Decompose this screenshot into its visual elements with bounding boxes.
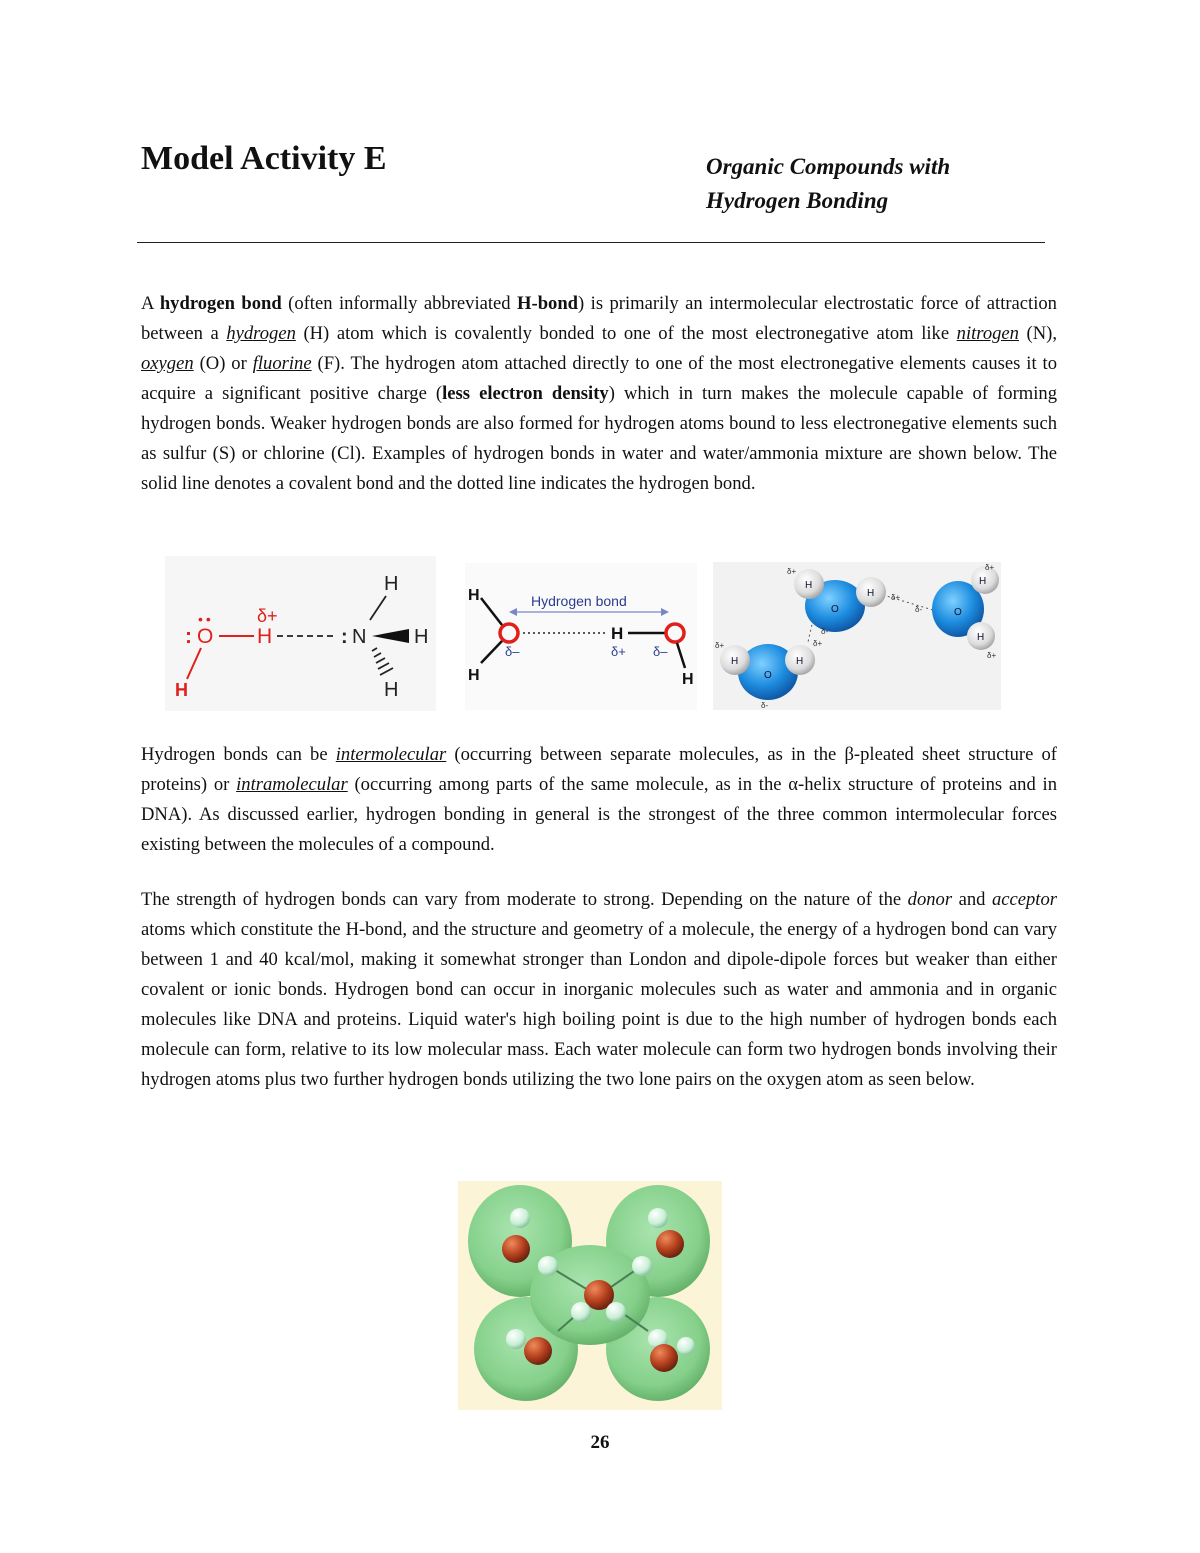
term-hydrogen-bond: hydrogen bond — [159, 293, 282, 314]
text: (F). The hydrogen atom attached directly to one of the most electronegative elements causes it to acquire a significant positive charge ( — [141, 353, 1058, 404]
delta-plus-5: δ+ — [985, 563, 995, 572]
text: (occurring between separate molecules, as in the β-pleated sheet structure of proteins) or — [141, 744, 1057, 795]
water-molecule-2 — [932, 566, 999, 650]
water1-delta-minus: δ– — [505, 644, 520, 659]
page-title: Model Activity E — [141, 140, 387, 177]
inter-intra-paragraph — [141, 740, 1057, 860]
text: atoms which constitute the H-bond, and the structure and geometry of a molecule, the energy of a hydrogen bond can vary between 1 and 40 kcal/mol, making it somewhat stronger than London and dipole-dipole forces but weaker than either covalent or ionic bonds. Hydrogen bond can occur in inorganic molecules such as water and ammonia and in organic molecules like DNA and proteins. Liquid water's high boiling point is due to the high number of hydrogen bonds each molecule can form, relative to its low molecular mass. Each water molecule can form two hydrogen bonds involving their hydrogen atoms plus two further hydrogen bonds utilizing the two lone pairs on the oxygen atom as seen below. — [141, 919, 1057, 1090]
link-nitrogen[interactable]: nitrogen — [956, 323, 1019, 344]
n-lone-pair: : — [341, 626, 348, 648]
water1-oxygen-icon — [500, 624, 518, 642]
delta-plus-1: δ+ — [787, 567, 797, 576]
svg-text:H: H — [867, 588, 875, 599]
text: (H) atom which is covalently bonded to one of the most electronegative atom like — [295, 323, 957, 344]
term-donor: donor — [907, 889, 953, 910]
ammonia-h-top: H — [384, 573, 399, 595]
svg-text:H: H — [977, 632, 985, 643]
svg-text:O: O — [764, 670, 772, 681]
o-lone-pair-top: •• — [198, 611, 214, 627]
term-acceptor: acceptor — [991, 889, 1057, 910]
delta-minus-2: δ- — [821, 627, 829, 636]
svg-text:H: H — [731, 656, 739, 667]
header-divider — [137, 242, 1045, 243]
water1-h-top: H — [468, 587, 480, 604]
link-intermolecular[interactable]: intermolecular — [335, 744, 447, 765]
delta-minus-3: δ- — [761, 701, 769, 710]
delta-plus-4: δ+ — [715, 641, 725, 650]
hydrogen-label-center: H — [257, 625, 273, 648]
hydrogen-bond-caption: Hydrogen bond — [531, 593, 627, 609]
text: (often informally abbreviated — [281, 293, 518, 314]
water1-h-bottom: H — [468, 667, 480, 684]
oxygen-label: O — [197, 625, 214, 648]
svg-text:O: O — [954, 607, 962, 618]
delta-minus-1: δ- — [915, 605, 923, 614]
water-molecule-1 — [794, 569, 886, 632]
water-network-3d-figure — [713, 562, 1001, 710]
water2-oxygen-icon — [666, 624, 684, 642]
ammonia-h-bottom: H — [384, 679, 399, 701]
water2-delta-plus: δ+ — [611, 644, 626, 659]
water-dimer-hbond-figure — [465, 563, 697, 710]
delta-plus-6: δ+ — [987, 651, 997, 660]
link-hydrogen[interactable]: hydrogen — [226, 323, 296, 344]
water2-h-bottom: H — [682, 671, 694, 688]
intro-paragraph — [141, 289, 1057, 499]
delta-plus-2: δ+ — [891, 593, 901, 602]
water-cluster-3d-figure — [458, 1181, 722, 1410]
nitrogen-label: N — [352, 626, 367, 648]
term-h-bond: H-bond — [517, 293, 579, 314]
text: ) which in turn makes the molecule capable of forming hydrogen bonds. Weaker hydrogen bonds are also formed for hydrogen atoms bound to less electronegative elements such as sulfur (S) or chlorine (Cl). Examples of hydrogen bonds in water and water/ammonia mixture are shown below. The solid line denotes a covalent bond and the dotted line indicates the hydrogen bond. — [141, 383, 1057, 494]
svg-text:O: O — [831, 604, 839, 615]
water2-h-donor: H — [611, 624, 624, 643]
subtitle-line-2: Hydrogen Bonding — [706, 188, 889, 213]
delta-plus-label: δ+ — [257, 606, 278, 626]
water2-delta-minus: δ– — [653, 644, 668, 659]
text: A — [141, 293, 160, 314]
text: (N), — [1018, 323, 1057, 344]
strength-paragraph — [141, 885, 1057, 1095]
text: The strength of hydrogen bonds can vary from moderate to strong. Depending on the nature of the — [141, 889, 908, 910]
text: ) is primarily an intermolecular electrostatic force of attraction between a — [141, 293, 1057, 344]
subtitle-line-1: Organic Compounds with — [706, 154, 951, 179]
page-number: 26 — [590, 1432, 610, 1453]
water-molecule-3 — [720, 644, 815, 700]
svg-text:H: H — [796, 656, 804, 667]
svg-text:H: H — [805, 580, 813, 591]
term-less-electron-density: less electron density — [442, 383, 609, 404]
link-fluorine[interactable]: fluorine — [252, 353, 312, 374]
text: and — [952, 889, 992, 910]
text: (occurring among parts of the same molecule, as in the α-helix structure of proteins and in DNA). As discussed earlier, hydrogen bonding in general is the strongest of the three common intermolecular forces existing between the molecules of a compound. — [141, 774, 1057, 855]
water-ammonia-hbond-figure — [165, 556, 436, 711]
text: (O) or — [193, 353, 253, 374]
hydrogen-label-bottom: H — [175, 680, 188, 700]
delta-plus-3: δ+ — [813, 639, 823, 648]
svg-text:H: H — [979, 576, 987, 587]
page-subtitle — [706, 150, 950, 218]
link-intramolecular[interactable]: intramolecular — [236, 774, 348, 795]
o-lone-pair-left: : — [185, 625, 192, 648]
text: Hydrogen bonds can be — [141, 744, 336, 765]
ammonia-h-right: H — [414, 626, 429, 648]
link-oxygen[interactable]: oxygen — [141, 353, 194, 374]
